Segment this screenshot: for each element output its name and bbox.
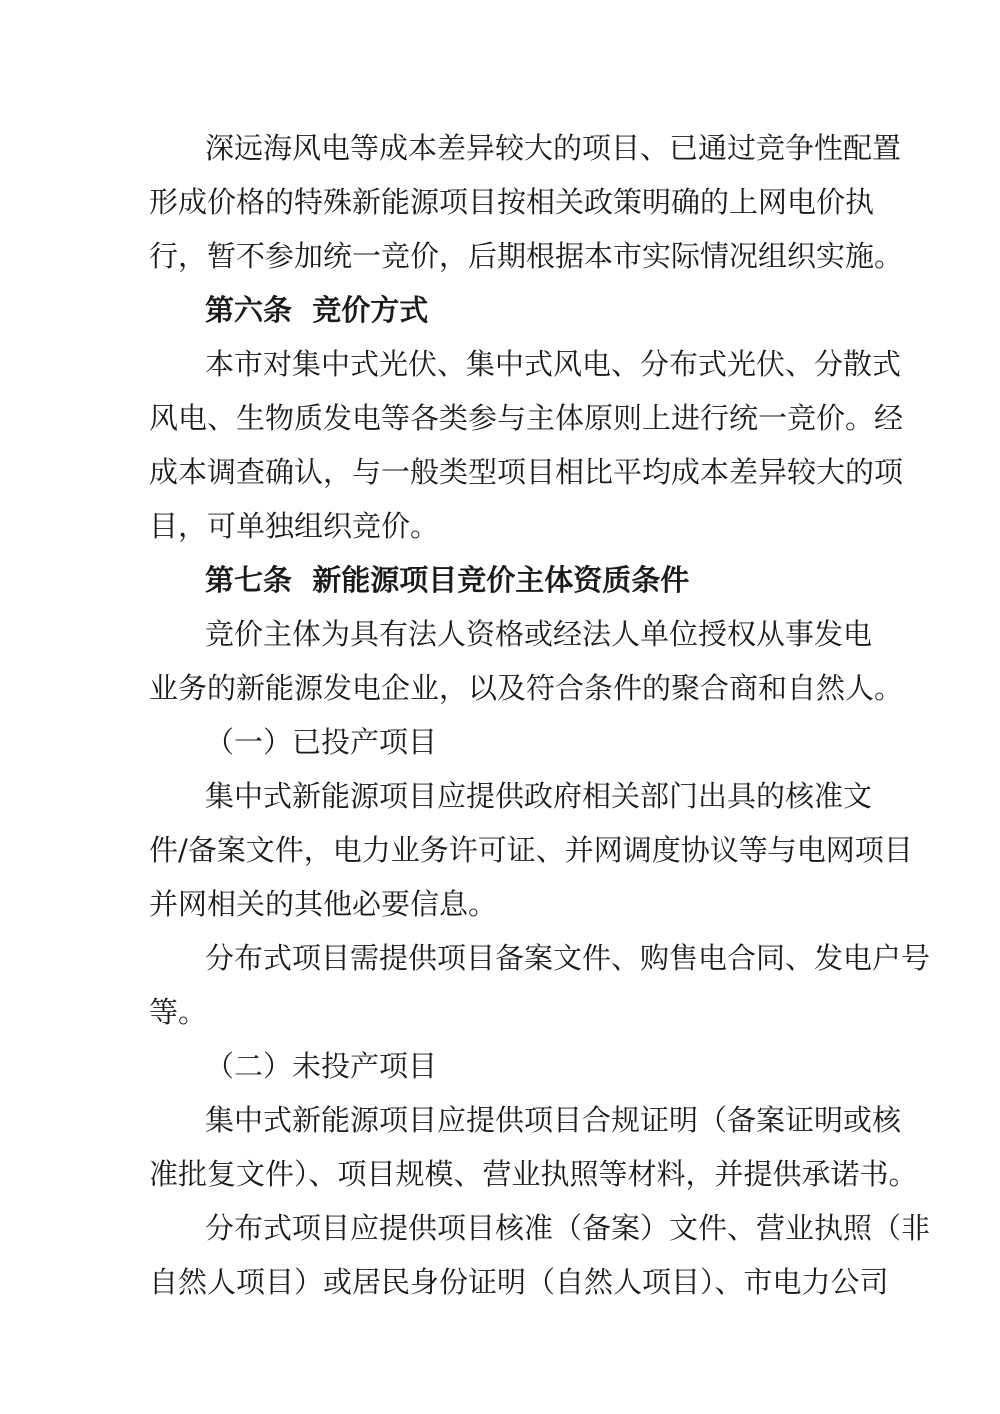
heading-text: 第六条 竞价方式 xyxy=(205,293,429,327)
paragraph-line xyxy=(0,614,1000,654)
line-text: 行，暂不参加统一竞价，后期根据本市实际情况组织实施。 xyxy=(149,239,904,273)
line-text: 成本调查确认，与一般类型项目相比平均成本差异较大的项 xyxy=(149,455,904,489)
line-text: 深远海风电等成本差异较大的项目、已通过竞争性配置 xyxy=(205,131,902,165)
line-text: 集中式新能源项目应提供政府相关部门出具的核准文 xyxy=(205,779,873,813)
paragraph-line xyxy=(0,668,1000,708)
heading-text: 第七条 新能源项目竞价主体资质条件 xyxy=(205,563,690,597)
line-text: 风电、生物质发电等各类参与主体原则上进行统一竞价。经 xyxy=(149,401,904,435)
line-text: 本市对集中式光伏、集中式风电、分布式光伏、分散式 xyxy=(205,347,902,381)
paragraph-line xyxy=(0,884,1000,924)
line-text: 件/备案文件，电力业务许可证、并网调度协议等与电网项目 xyxy=(149,833,913,867)
paragraph-line xyxy=(0,1154,1000,1194)
paragraph-line xyxy=(0,452,1000,492)
line-text: 分布式项目需提供项目备案文件、购售电合同、发电户号 xyxy=(205,941,931,975)
line-text: 自然人项目）或居民身份证明（自然人项目）、市电力公司 xyxy=(149,1265,889,1299)
paragraph-line xyxy=(0,776,1000,816)
paragraph-line xyxy=(0,992,1000,1032)
line-text: 业务的新能源发电企业，以及符合条件的聚合商和自然人。 xyxy=(149,671,904,705)
line-text: 竞价主体为具有法人资格或经法人单位授权从事发电 xyxy=(205,617,873,651)
line-text: 分布式项目应提供项目核准（备案）文件、营业执照（非 xyxy=(205,1211,931,1245)
line-text: 并网相关的其他必要信息。 xyxy=(149,887,498,921)
paragraph-line xyxy=(0,398,1000,438)
paragraph-line xyxy=(0,344,1000,384)
paragraph-line xyxy=(0,506,1000,546)
paragraph-line xyxy=(0,1100,1000,1140)
section-heading xyxy=(0,290,1000,330)
line-text: 目，可单独组织竞价。 xyxy=(149,509,440,543)
paragraph-line xyxy=(0,1208,1000,1248)
paragraph-line xyxy=(0,938,1000,978)
subsection-heading xyxy=(0,722,1000,762)
paragraph-line xyxy=(0,236,1000,276)
line-text: 等。 xyxy=(149,995,208,1029)
paragraph-line xyxy=(0,182,1000,222)
line-text: 形成价格的特殊新能源项目按相关政策明确的上网电价执 xyxy=(149,185,875,219)
paragraph-line xyxy=(0,1262,1000,1302)
subsection-heading xyxy=(0,1046,1000,1086)
subheading-text: （二）未投产项目 xyxy=(205,1049,438,1083)
paragraph-line xyxy=(0,128,1000,168)
section-heading xyxy=(0,560,1000,600)
line-text: 集中式新能源项目应提供项目合规证明（备案证明或核 xyxy=(205,1103,902,1137)
subheading-text: （一）已投产项目 xyxy=(205,725,438,759)
paragraph-line xyxy=(0,830,1000,870)
line-text: 准批复文件）、项目规模、营业执照等材料，并提供承诺书。 xyxy=(149,1157,918,1191)
